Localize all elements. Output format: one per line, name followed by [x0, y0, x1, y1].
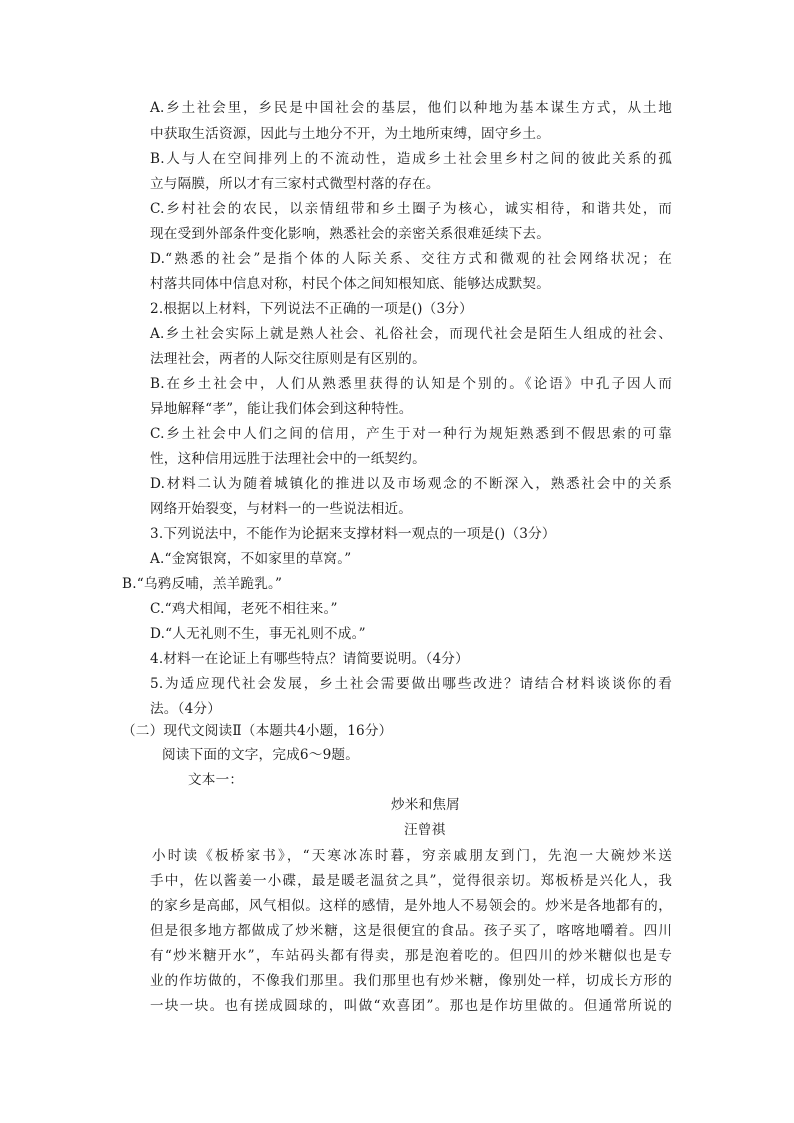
section-2-heading: （二）现代文阅读Ⅱ（本题共4小题，16分） [122, 723, 393, 739]
body-line-7: 一块一块。也有搓成圆球的，叫做“欢喜团”。那也是作坊里做的。但通常所说的 [150, 998, 672, 1014]
q2-option-a-line2: 法理社会，两者的人际交往原则是有区别的。 [150, 351, 426, 367]
question-5-line1: 5.为适应现代社会发展，乡土社会需要做出哪些改进？请结合材料谈谈你的看 [150, 676, 672, 692]
q1-option-d-line1: D.“熟悉的社会”是指个体的人际关系、交往方式和微观的社会网络状况；在 [150, 251, 672, 267]
q3-option-d: D.“人无礼则不生，事无礼则不成。” [150, 626, 366, 642]
q1-option-a-line1: A.乡土社会里，乡民是中国社会的基层，他们以种地为基本谋生方式，从土地 [150, 100, 672, 116]
body-line-6: 业的作坊做的，不像我们那里。我们那里也有炒米糖，像别处一样，切成长方形的 [150, 973, 672, 989]
q3-option-b: B.“乌鸦反哺，羔羊跪乳。” [122, 576, 283, 592]
body-line-3: 的家乡是高邮，风气相似。这样的感情，是外地人不易领会的。炒米是各地都有的， [150, 898, 672, 914]
body-line-4: 但是很多地方都做成了炒米糖，这是很便宜的食品。孩子买了，喀喀地嚼着。四川 [150, 923, 672, 939]
q3-option-a: A.“金窝银窝，不如家里的草窝。” [150, 551, 352, 567]
question-5-line2: 法。（4分） [150, 701, 222, 717]
article-author: 汪曾祺 [404, 822, 446, 838]
article-title: 炒米和焦屑 [391, 797, 460, 813]
body-line-2: 手中，佐以酱姜一小碟，最是暖老温贫之具”，觉得很亲切。郑板桥是兴化人，我 [150, 873, 672, 889]
q2-option-b-line2: 异地解释“孝”，能让我们体会到这种特性。 [150, 401, 413, 417]
question-3: 3.下列说法中，不能作为论据来支撑材料一观点的一项是()（3分） [150, 526, 556, 542]
q2-option-c-line1: C.乡土社会中人们之间的信用，产生于对一种行为规矩熟悉到不假思索的可靠 [150, 426, 672, 442]
q1-option-a-line2: 中获取生活资源，因此与土地分不开，为土地所束缚，固守乡土。 [150, 126, 551, 142]
q3-option-c: C.“鸡犬相闻，老死不相往来。” [150, 601, 338, 617]
question-4: 4.材料一在论证上有哪些特点？请简要说明。（4分） [150, 651, 469, 667]
q1-option-b-line2: 立与隔膜，所以才有三家村式微型村落的存在。 [150, 176, 440, 192]
q2-option-d-line2: 网络开始裂变，与材料一的一些说法相近。 [150, 501, 413, 517]
reading-instruction: 阅读下面的文字，完成6～9题。 [162, 747, 360, 763]
q2-option-b-line1: B.在乡土社会中，人们从熟悉里获得的认知是个别的。《论语》中孔子因人而 [150, 376, 672, 392]
q1-option-b-line1: B.人与人在空间排列上的不流动性，造成乡土社会里乡村之间的彼此关系的孤 [150, 151, 672, 167]
question-2: 2.根据以上材料，下列说法不正确的一项是()（3分） [150, 301, 473, 317]
body-line-1 [150, 846, 672, 866]
q2-option-d-line1: D.材料二认为随着城镇化的推进以及市场观念的不断深入，熟悉社会中的关系 [150, 476, 672, 492]
text-one-label: 文本一： [188, 772, 244, 788]
q2-option-a-line1: A.乡土社会实际上就是熟人社会、礼俗社会，而现代社会是陌生人组成的社会、 [150, 326, 672, 342]
body-line-1-text: 小时读《板桥家书》，“天寒冰冻时暮，穷亲戚朋友到门，先泡一大碗炒米送 [150, 848, 672, 864]
q1-option-c-line1: C.乡村社会的农民，以亲情纽带和乡土圈子为核心，诚实相待，和谐共处，而 [150, 201, 672, 217]
body-line-5: 有“炒米糖开水”，车站码头都有得卖，那是泡着吃的。但四川的炒米糖似也是专 [150, 948, 672, 964]
q2-option-c-line2: 性，这种信用远胜于法理社会中的一纸契约。 [150, 451, 426, 467]
q1-option-c-line2: 现在受到外部条件变化影响，熟悉社会的亲密关系很难延续下去。 [150, 226, 551, 242]
q1-option-d-line2: 村落共同体中信息对称，村民个体之间知根知底、能够达成默契。 [150, 276, 551, 292]
